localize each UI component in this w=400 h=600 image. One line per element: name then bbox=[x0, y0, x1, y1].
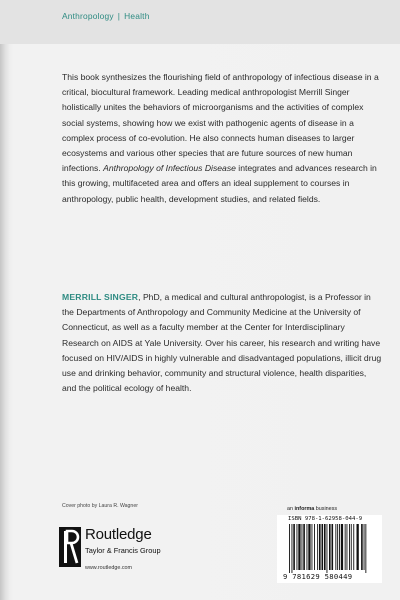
informa-suffix: business bbox=[315, 506, 338, 512]
book-description bbox=[62, 70, 382, 207]
description-text-2: integrates and advances research in this growing, multifaceted area and offers an ideal supplement to courses in anthropology, public health, development studies, and related fields. bbox=[62, 163, 377, 204]
barcode-bar bbox=[314, 524, 315, 570]
informa-business-tag bbox=[287, 506, 337, 512]
barcode-bar bbox=[302, 524, 303, 570]
barcode-bar bbox=[292, 524, 293, 573]
description-text-1: This book synthesizes the flourishing field of anthropology of infectious disease in a critical, biocultural framework. Leading medical anthropologist Merrill Singer holistically unites the behaviors of microorganisms and the activities of complex social systems, showing how we exist with pathogenic agents of disease in a complex process of co-evolution. He also connects human diseases to larger ecosystems and various other species that are future sources of new human infections. bbox=[62, 72, 379, 174]
barcode-bar bbox=[332, 524, 334, 570]
barcode-bar bbox=[329, 524, 331, 570]
barcode-bar bbox=[324, 524, 326, 570]
barcode-bar bbox=[351, 524, 352, 570]
category-header bbox=[62, 11, 150, 21]
barcode-bar bbox=[308, 524, 310, 570]
barcode-bar bbox=[312, 524, 313, 570]
category-separator: | bbox=[117, 11, 121, 21]
author-name: MERRILL SINGER bbox=[62, 292, 139, 302]
barcode-bar bbox=[339, 524, 340, 570]
publisher-name: Routledge bbox=[85, 526, 152, 543]
category-health: Health bbox=[124, 11, 150, 21]
isbn-barcode bbox=[277, 515, 382, 583]
barcode-bar bbox=[303, 524, 305, 570]
barcode-bar bbox=[322, 524, 324, 570]
publisher-url: www.routledge.com bbox=[85, 565, 133, 571]
description-paragraph bbox=[62, 70, 382, 207]
author-bio bbox=[62, 290, 382, 396]
barcode-bar bbox=[317, 524, 318, 570]
spine-shadow bbox=[0, 0, 10, 600]
book-title-italic: Anthropology of Infectious Disease bbox=[103, 163, 236, 174]
barcode-bar bbox=[335, 524, 336, 570]
barcode-bar bbox=[357, 524, 359, 570]
barcode-bar bbox=[345, 524, 346, 570]
category-anthropology: Anthropology bbox=[62, 11, 114, 21]
publisher-group: Taylor & Francis Group bbox=[85, 546, 161, 555]
barcode-bar bbox=[298, 524, 300, 570]
isbn-number: ISBN 978-1-62958-044-9 bbox=[288, 516, 363, 522]
routledge-logo bbox=[59, 525, 179, 575]
barcode-bar bbox=[319, 524, 321, 570]
barcode-bar bbox=[307, 524, 308, 570]
routledge-r-mark-icon bbox=[59, 527, 81, 567]
barcode-digits: 9 781629 580449 bbox=[283, 572, 353, 581]
barcode-bar bbox=[365, 524, 366, 573]
header-band bbox=[0, 0, 400, 44]
barcode-bar bbox=[293, 524, 295, 570]
barcode-bar bbox=[361, 524, 363, 570]
author-bio-text: , PhD, a medical and cultural anthropologist, is a Professor in the Departments of Anthropology and Community Medicine at the University of Connecticut, as well as a faculty member at the Center for Interdisciplinary Research on AIDS at Yale University. Over his career, his research and writing have focused on HIV/AIDS in highly vulnerable and disadvantaged populations, illicit drug use and drinking behavior, community and structural violence, health disparities, and the political ecology of health. bbox=[62, 292, 382, 394]
barcode-bar bbox=[327, 524, 328, 573]
informa-brand: informa bbox=[294, 506, 315, 512]
barcode-bar bbox=[341, 524, 343, 570]
barcode-bar bbox=[347, 524, 348, 570]
barcode-bar bbox=[364, 524, 365, 570]
informa-prefix: an bbox=[287, 506, 293, 512]
barcode-bar bbox=[289, 524, 290, 573]
barcode-bar bbox=[337, 524, 338, 570]
barcode-bar bbox=[353, 524, 354, 570]
cover-photo-credit: Cover photo by Laura R. Wagner bbox=[62, 503, 138, 509]
barcode-bar bbox=[349, 524, 350, 570]
barcode-bar bbox=[297, 524, 298, 570]
